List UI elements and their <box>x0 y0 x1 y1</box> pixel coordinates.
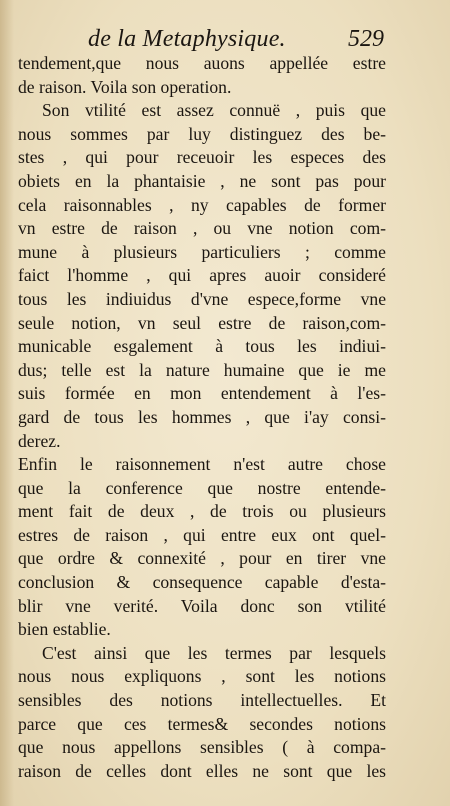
text-line: tous les indiuidus d'vne espece,forme vne <box>18 288 386 309</box>
text-line: bien establie. <box>18 619 111 640</box>
text-line: que ordre & connexité , pour en tirer vne <box>18 548 386 569</box>
text-line: C'est ainsi que les termes par lesquels <box>42 642 386 663</box>
text-line: seule notion, vn seul estre de raison,com- <box>18 312 386 333</box>
text-line: vn estre de raison , ou vne notion com- <box>18 218 386 239</box>
text-line: tendement,que nous auons appellée estre <box>18 53 386 73</box>
text-line: stes , qui pour receuoir les especes des <box>18 147 386 168</box>
text-line: derez. <box>18 430 61 451</box>
text-line: dus; telle est la nature humaine que ie me <box>18 359 386 380</box>
text-line: sensibles des notions intellectuelles. Et <box>18 690 386 711</box>
text-line: parce que ces termes& secondes notions <box>18 713 386 734</box>
text-line: nous sommes par luy distinguez des be- <box>18 123 386 144</box>
text-line: municable esgalement à tous les indiui- <box>18 336 386 357</box>
text-line: raison de celles dont elles ne sont que les <box>18 760 386 781</box>
text-line: de raison. Voila son operation. <box>18 76 232 97</box>
text-line: Son vtilité est assez connuë , puis que <box>42 100 386 121</box>
running-head: de la Metaphysique. <box>88 26 286 52</box>
text-line: obiets en la phantaisie , ne sont pas pour <box>18 170 386 191</box>
text-line: Enfin le raisonnement n'est autre chose <box>18 454 386 475</box>
text-line: faict l'homme , qui apres auoir consideré <box>18 265 386 286</box>
body-text <box>18 52 386 783</box>
page-number: 529 <box>348 26 384 52</box>
text-line: que la conference que nostre entende- <box>18 477 386 498</box>
text-line: estres de raison , qui entre eux ont quel- <box>18 524 386 545</box>
text-line: que nous appellons sensibles ( à compa- <box>18 737 386 758</box>
text-line: cela raisonnables , ny capables de former <box>18 194 386 215</box>
page-gutter-shadow <box>0 0 14 806</box>
text-line: nous nous expliquons , sont les notions <box>18 666 386 687</box>
text-line: conclusion & consequence capable d'esta- <box>18 572 386 593</box>
text-line: gard de tous les hommes , que i'ay consi- <box>18 406 386 427</box>
text-line: suis formée en mon entendement à l'es- <box>18 383 386 404</box>
text-line: blir vne verité. Voila donc son vtilité <box>18 595 386 616</box>
text-line: mune à plusieurs particuliers ; comme <box>18 241 386 262</box>
text-line: ment fait de deux , de trois ou plusieurs <box>18 501 386 522</box>
